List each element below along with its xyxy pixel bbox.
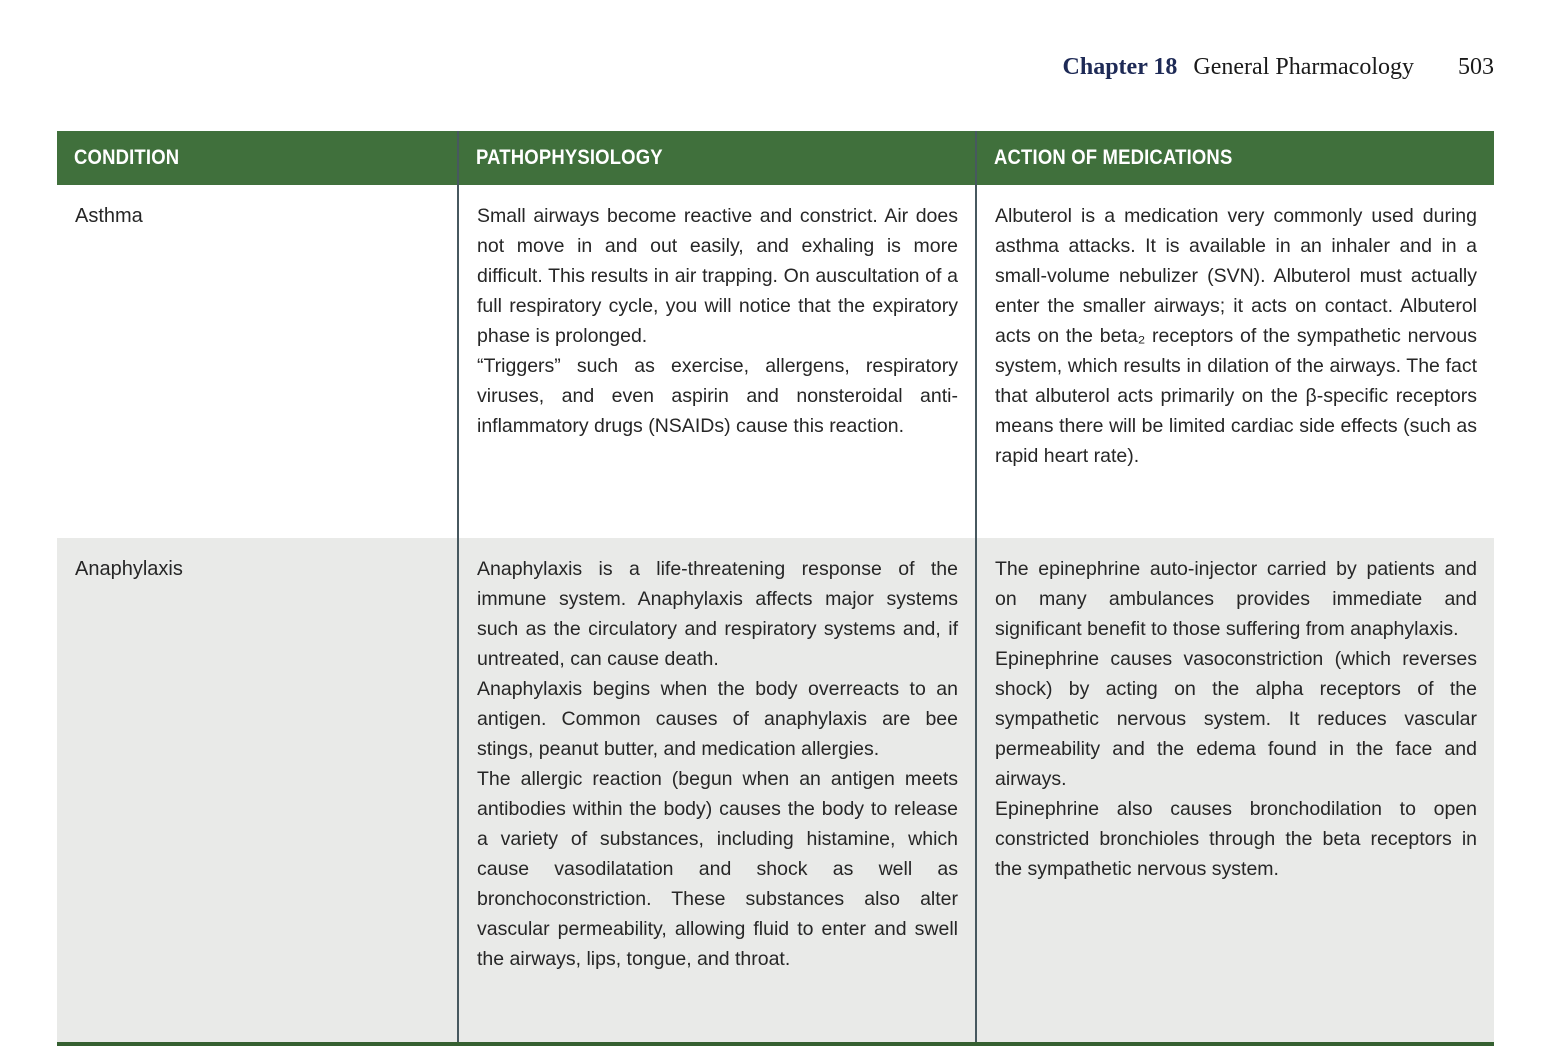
running-head — [1063, 54, 1494, 81]
table-row-asthma-pathophysiology — [457, 185, 975, 538]
column-header-pathophysiology — [457, 131, 975, 185]
paragraph: “Triggers” such as exercise, allergens, respiratory viruses, and even aspirin and nonsteroidal anti-inflammatory drugs (NSAIDs) cause this reaction. — [477, 355, 958, 437]
chapter-label: Chapter 18 — [1062, 54, 1178, 80]
paragraph: Epinephrine also causes bronchodilation to open constricted bronchioles through the beta receptors in the sympathetic nervous system. — [995, 798, 1477, 880]
paragraph: Anaphylaxis is a life-threatening response of the immune system. Anaphylaxis affects major systems such as the circulatory and respiratory systems and, if untreated, can cause death. — [477, 558, 958, 670]
column-header-condition-label: CONDITION — [74, 146, 180, 169]
paragraph: Anaphylaxis begins when the body overreacts to an antigen. Common causes of anaphylaxis are bee stings, peanut butter, and medication allergies. — [477, 678, 958, 760]
column-header-pathophysiology-label: PATHOPHYSIOLOGY — [476, 146, 663, 169]
table-row-anaphylaxis-pathophysiology — [457, 538, 975, 1042]
paragraph: Epinephrine causes vasoconstriction (which reverses shock) by acting on the alpha receptors of the sympathetic nervous system. It reduces vascular permeability and the edema found in the face and airways. — [995, 648, 1477, 790]
paragraph: The allergic reaction (begun when an antigen meets antibodies within the body) causes the body to release a variety of substances, including histamine, which cause vasodilatation and shock as well as bronchoconstriction. These substances also alter vascular permeability, allowing fluid to enter and swell the airways, lips, tongue, and throat. — [477, 768, 958, 970]
column-header-action — [975, 131, 1494, 185]
medications-table — [57, 131, 1494, 1046]
chapter-title: General Pharmacology — [1193, 54, 1414, 80]
paragraph: The epinephrine auto-injector carried by patients and on many ambulances provides immediate and significant benefit to those suffering from anaphylaxis. — [995, 558, 1477, 640]
paragraph: Albuterol is a medication very commonly used during asthma attacks. It is available in an inhaler and in a small-volume nebulizer (SVN). Albuterol must actually enter the smaller airways; it acts on contact. Albuterol acts on the beta₂ receptors of the sympathetic nervous system, which results in dilation of the airways. The fact that albuterol acts primarily on the β-specific receptors means there will be limited cardiac side effects (such as rapid heart rate). — [995, 205, 1477, 467]
table-row-anaphylaxis-condition: Anaphylaxis — [57, 538, 457, 1042]
table-row-anaphylaxis-action — [975, 538, 1494, 1042]
table-row-asthma-action — [975, 185, 1494, 538]
page-number: 503 — [1458, 54, 1494, 80]
column-header-condition — [57, 131, 457, 185]
table-row-asthma-condition: Asthma — [57, 185, 457, 538]
paragraph: Small airways become reactive and constrict. Air does not move in and out easily, and exhaling is more difficult. This results in air trapping. On auscultation of a full respiratory cycle, you will notice that the expiratory phase is prolonged. — [477, 205, 958, 347]
column-header-action-label: ACTION OF MEDICATIONS — [994, 146, 1233, 169]
